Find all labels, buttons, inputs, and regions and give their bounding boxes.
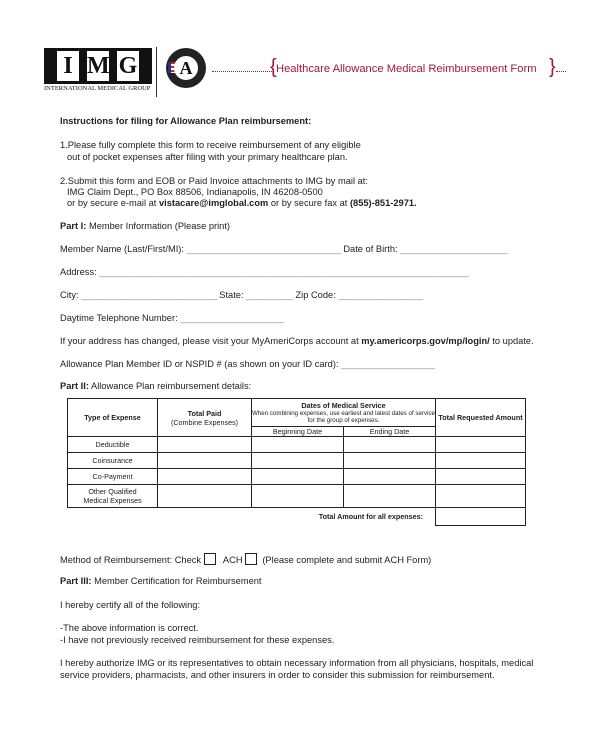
total-amount-field[interactable] [436,508,526,526]
instruction-2: 2.Submit this form and EOB or Paid Invoice attachments to IMG by mail at: [60,176,368,186]
check-checkbox[interactable] [204,553,216,565]
dotted-line [556,71,566,72]
part1-heading: Part I: Member Information (Please print) [60,221,231,231]
form-title: Healthcare Allowance Medical Reimbursement Form [276,63,537,75]
plan-id-field[interactable]: Allowance Plan Member ID or NSPID # (as shown on your ID card): ____________________ [60,359,435,369]
phone-field[interactable]: Daytime Telephone Number: ______________________ [60,313,284,323]
table-row: Co-Payment [68,469,526,485]
expense-table: Type of Expense Total Paid (Combine Expenses) Dates of Medical Service When combining expenses, use earliest and latest dates of service for the group of expenses. Total Requested Amount Beginning Date Ending Date Deductible Coinsurance Co-Payment Other Qualified Medical Expenses Total Amount for all expenses: [67,398,526,526]
authorization-text: service providers, pharmacists, and other insurers in order to consider this submission for reimbursement. [60,670,495,680]
instructions-heading: Instructions for filing for Allowance Plan reimbursement: [60,116,312,126]
table-row: Other Qualified Medical Expenses [68,485,526,508]
brace: } [549,56,556,78]
americorps-seal: A [166,48,206,88]
ach-checkbox[interactable] [245,553,257,565]
mail-address: IMG Claim Dept., PO Box 88506, Indianapolis, IN 46208-0500 [67,187,323,197]
instruction-1: 1.Please fully complete this form to receive reimbursement of any eligible [60,140,361,150]
logo-subtitle: INTERNATIONAL MEDICAL GROUP [44,85,151,92]
instruction-1-cont: out of pocket expenses after filing with your primary healthcare plan. [67,152,348,162]
reimbursement-method: Method of Reimbursement: Check ACH (Please complete and submit ACH Form) [60,555,432,565]
certify-item: -I have not previously received reimbursement for these expenses. [60,635,335,645]
certify-text: I hereby certify all of the following: [60,600,201,610]
city-state-zip-field[interactable]: City: _____________________________ State: __________ Zip Code: __________________ [60,290,423,300]
certify-item: -The above information is correct. [60,623,199,633]
contact-line: or by secure e-mail at vistacare@imglobal.com or by secure fax at (855)-851-2971. [67,198,417,208]
dotted-line [212,71,272,72]
part2-heading: Part II: Allowance Plan reimbursement details: [60,381,252,391]
brace: { [270,56,277,78]
table-row: Deductible [68,437,526,453]
address-change-note: If your address has changed, please visit your MyAmeriCorps account at my.americorps.gov/mp/login/ to update. [60,336,534,346]
img-logo: I M G [44,48,152,84]
table-row: Coinsurance [68,453,526,469]
divider [156,47,157,97]
total-row: Total Amount for all expenses: [68,508,526,526]
authorization-text: I hereby authorize IMG or its representatives to obtain necessary information from all physicians, hospitals, medical [60,658,534,668]
member-name-field[interactable]: Member Name (Last/First/MI): _________________________________ Date of Birth: _______________________ [60,244,508,254]
part3-heading: Part III: Member Certification for Reimbursement [60,576,262,586]
address-field[interactable]: Address: _______________________________________________________________________________ [60,267,469,277]
